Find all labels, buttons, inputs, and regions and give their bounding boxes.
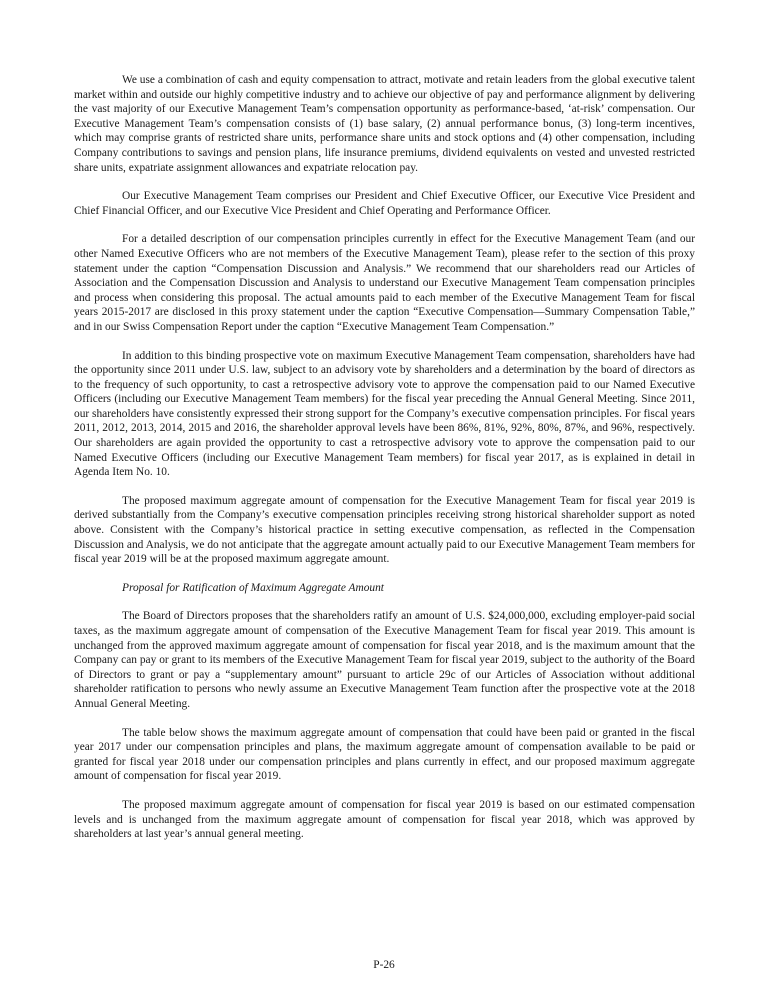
document-body [74, 73, 695, 842]
paragraph-proposed-amount-derivation: The proposed maximum aggregate amount of compensation for the Executive Management Team for fiscal year 2019 is derived substantially from the Company’s executive compensation principles receiving strong historical shareholder support as noted above. Consistent with the Company’s historical practice in setting executive compensation, as reflected in the Compensation Discussion and Analysis, we do not anticipate that the aggregate amount actually paid to our Executive Management Team members for fiscal year 2019 will be at the proposed maximum aggregate amount. [74, 494, 695, 566]
paragraph-executive-team-members: Our Executive Management Team comprises our President and Chief Executive Officer, our Executive Vice President and Chief Financial Officer, and our Executive Vice President and Chief Operating and Performance Officer. [74, 190, 695, 217]
paragraph-board-proposal: The Board of Directors proposes that the shareholders ratify an amount of U.S. $24,000,000, excluding employer-paid social taxes, as the maximum aggregate amount of compensation of the Executive Management Team for fiscal year 2019. This amount is unchanged from the approved maximum aggregate amount of compensation for fiscal year 2018, and is the maximum amount that the Company can pay or grant to its members of the Executive Management Team for fiscal year 2019, subject to the authority of the Board of Directors to grant or pay a “supplementary amount” pursuant to article 29c of our Articles of Association without additional shareholder ratification to persons who newly assume an Executive Management Team function after the prospective vote at the 2018 Annual General Meeting. [74, 610, 695, 710]
paragraph-compensation-principles: For a detailed description of our compensation principles currently in effect for the Executive Management Team (and our other Named Executive Officers who are not members of the Executive Management Team), please refer to the section of this proxy statement under the caption “Compensation Discussion and Analysis.” We recommend that our shareholders read our Articles of Association and the Compensation Discussion and Analysis to understand our Executive Management Team compensation principles and process when considering this proposal. The actual amounts paid to each member of the Executive Management Team for fiscal years 2015-2017 are disclosed in this proxy statement under the caption “Executive Compensation—Summary Compensation Table,” and in our Swiss Compensation Report under the caption “Executive Management Team Compensation.” [74, 233, 695, 333]
paragraph-advisory-vote-history: In addition to this binding prospective vote on maximum Executive Management Team compensation, shareholders have had the opportunity since 2011 under U.S. law, subject to an advisory vote by shareholders and a determination by the board of directors as to the frequency of such opportunity, to cast a retrospective advisory vote to approve the compensation paid to our Named Executive Officers (including our Executive Management Team members) for the fiscal year preceding the Annual General Meeting. Since 2011, our shareholders have consistently expressed their strong support for the Company’s executive compensation principles. For fiscal years 2011, 2012, 2013, 2014, 2015 and 2016, the shareholder approval levels have been 86%, 81%, 92%, 80%, 87%, and 96%, respectively. Our shareholders are again provided the opportunity to cast a retrospective advisory vote to approve the compensation paid to our Named Executive Officers (including our Executive Management Team members) for fiscal year 2017, as is explained in detail in Agenda Item No. 10. [74, 349, 695, 479]
paragraph-estimate-basis: The proposed maximum aggregate amount of compensation for fiscal year 2019 is based on our estimated compensation levels and is unchanged from the maximum aggregate amount of compensation for fiscal year 2018, which was approved by shareholders at last year’s annual general meeting. [74, 798, 695, 841]
section-subheading: Proposal for Ratification of Maximum Aggregate Amount [122, 581, 384, 594]
page-number: P-26 [373, 959, 395, 971]
paragraph-compensation-overview: We use a combination of cash and equity compensation to attract, motivate and retain leaders from the global executive talent market within and outside our highly competitive industry and to achieve our objective of pay and performance alignment by delivering the vast majority of our Executive Management Team’s compensation opportunity as performance-based, ‘at-risk’ compensation. Our Executive Management Team’s compensation consists of (1) base salary, (2) annual performance bonus, (3) long-term incentives, which may comprise grants of restricted share units, performance share units and stock options and (4) other compensation, including Company contributions to savings and pension plans, life insurance premiums, dividend equivalents on vested and unvested restricted share units, expatriate assignment allowances and expatriate relocation pay. [74, 74, 695, 174]
paragraph-table-intro: The table below shows the maximum aggregate amount of compensation that could have been paid or granted in the fiscal year 2017 under our compensation principles and plans, the maximum aggregate amount of compensation available to be paid or granted for fiscal year 2018 under our compensation principles and plans currently in effect, and our proposed maximum aggregate amount of compensation for fiscal year 2019. [74, 726, 695, 783]
